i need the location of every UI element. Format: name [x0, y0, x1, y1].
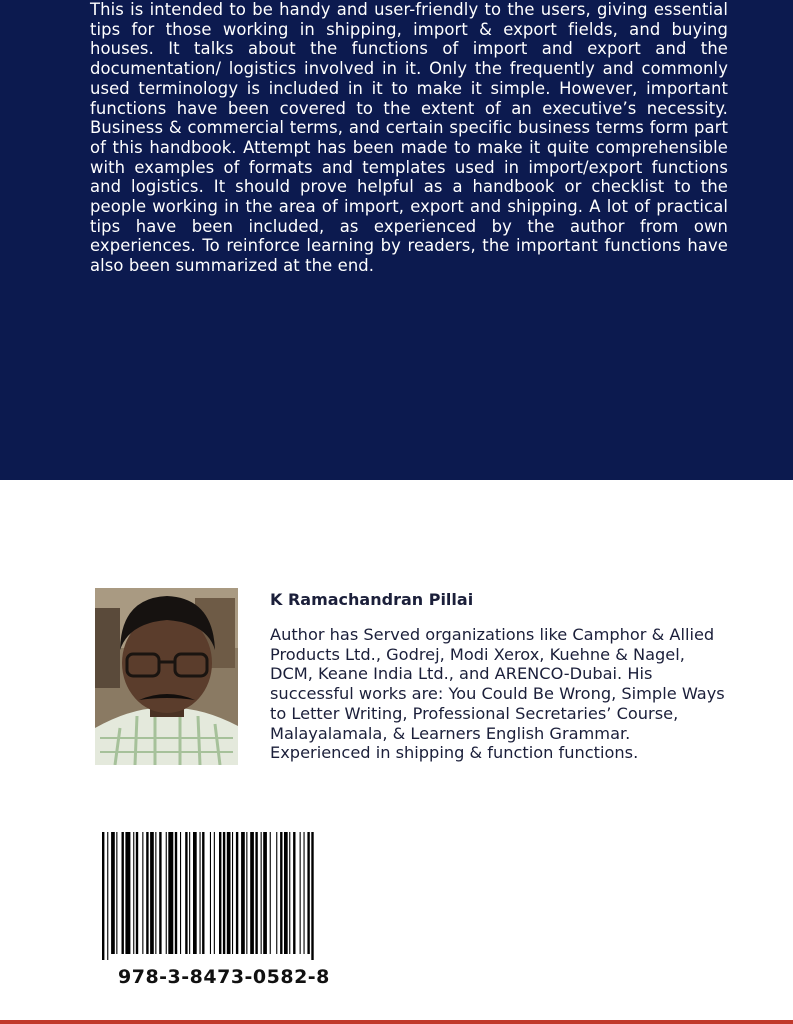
barcode-bar: [180, 832, 181, 954]
barcode-bar: [307, 832, 309, 954]
barcode-bar: [214, 832, 215, 954]
barcode-bar: [111, 832, 115, 954]
barcode-bar: [289, 832, 290, 954]
book-description: This is intended to be handy and user-friendly to the users, giving essential tips for those working in shipping, import & export fields, and buying houses. It talks about the functions of import and export and the documentation/ logistics involved in it. Only the frequently and commonly used terminology is included in it to make it simple. However, important functions have been covered to the extent of an executive’s necessity. Business & commercial terms, and certain specific business terms form part of this handbook. Attempt has been made to make it quite comprehensible with examples of formats and templates used in import/export functions and logistics. It should prove helpful as a handbook or checklist to the people working in the area of import, export and shipping. A lot of practical tips have been included, as experienced by the author from own experiences. To reinforce learning by readers, the important functions have also been summarized at the end.: [90, 0, 728, 276]
barcode-bar: [159, 832, 161, 954]
barcode-bar: [255, 832, 257, 954]
isbn-barcode: [102, 832, 334, 960]
barcode-bar: [168, 832, 173, 954]
barcode-bar: [200, 832, 201, 954]
bottom-rule: [0, 1020, 793, 1024]
isbn-number: 978-3-8473-0582-8: [118, 966, 330, 988]
author-bio: Author has Served organizations like Camphor & Allied Products Ltd., Godrej, Modi Xerox, Kuehne & Nagel, DCM, Keane India Ltd., and ARENCO-Dubai. His successful works are: You Could Be Wrong, Simple Ways to Letter Writing, Professional Secretaries’ Course, Malayalamala, & Learners English Grammar. Experienced in shipping & function functions.: [270, 625, 725, 763]
barcode-bar: [250, 832, 254, 954]
barcode-bar: [270, 832, 271, 954]
barcode-bar: [146, 832, 148, 954]
barcode-bar: [284, 832, 288, 954]
barcode-bar: [150, 832, 154, 954]
barcode-bar: [185, 832, 187, 954]
barcode-bar: [241, 832, 245, 954]
barcode-bar: [293, 832, 295, 954]
barcode-bar: [102, 832, 104, 960]
barcode-bar: [175, 832, 177, 954]
barcode-bar: [261, 832, 262, 954]
barcode-bar: [280, 832, 282, 954]
cover-blurb-panel: [0, 0, 793, 480]
barcode-bar: [219, 832, 221, 954]
barcode-bar: [189, 832, 190, 954]
barcode-bar: [142, 832, 143, 954]
barcode-bar: [227, 832, 231, 954]
barcode-bar: [304, 832, 305, 954]
barcode-bar: [223, 832, 225, 954]
barcode-bar: [136, 832, 138, 954]
barcode-bar: [202, 832, 204, 954]
barcode-bar: [155, 832, 156, 954]
author-photo: [95, 588, 238, 765]
barcode-bar: [263, 832, 267, 954]
barcode-bar: [300, 832, 301, 954]
barcode-bar: [210, 832, 211, 954]
barcode-bar: [276, 832, 277, 954]
barcode-bar: [125, 832, 130, 954]
barcode-bar: [232, 832, 233, 954]
barcode-bar: [311, 832, 313, 960]
author-name: K Ramachandran Pillai: [270, 590, 474, 609]
barcode-bar: [193, 832, 197, 954]
barcode-bar: [133, 832, 134, 954]
barcode-bar: [116, 832, 117, 954]
barcode-bar: [122, 832, 124, 954]
barcode-bar: [166, 832, 167, 954]
barcode-bar: [107, 832, 108, 960]
barcode-bar: [236, 832, 238, 954]
barcode-bar: [246, 832, 247, 954]
